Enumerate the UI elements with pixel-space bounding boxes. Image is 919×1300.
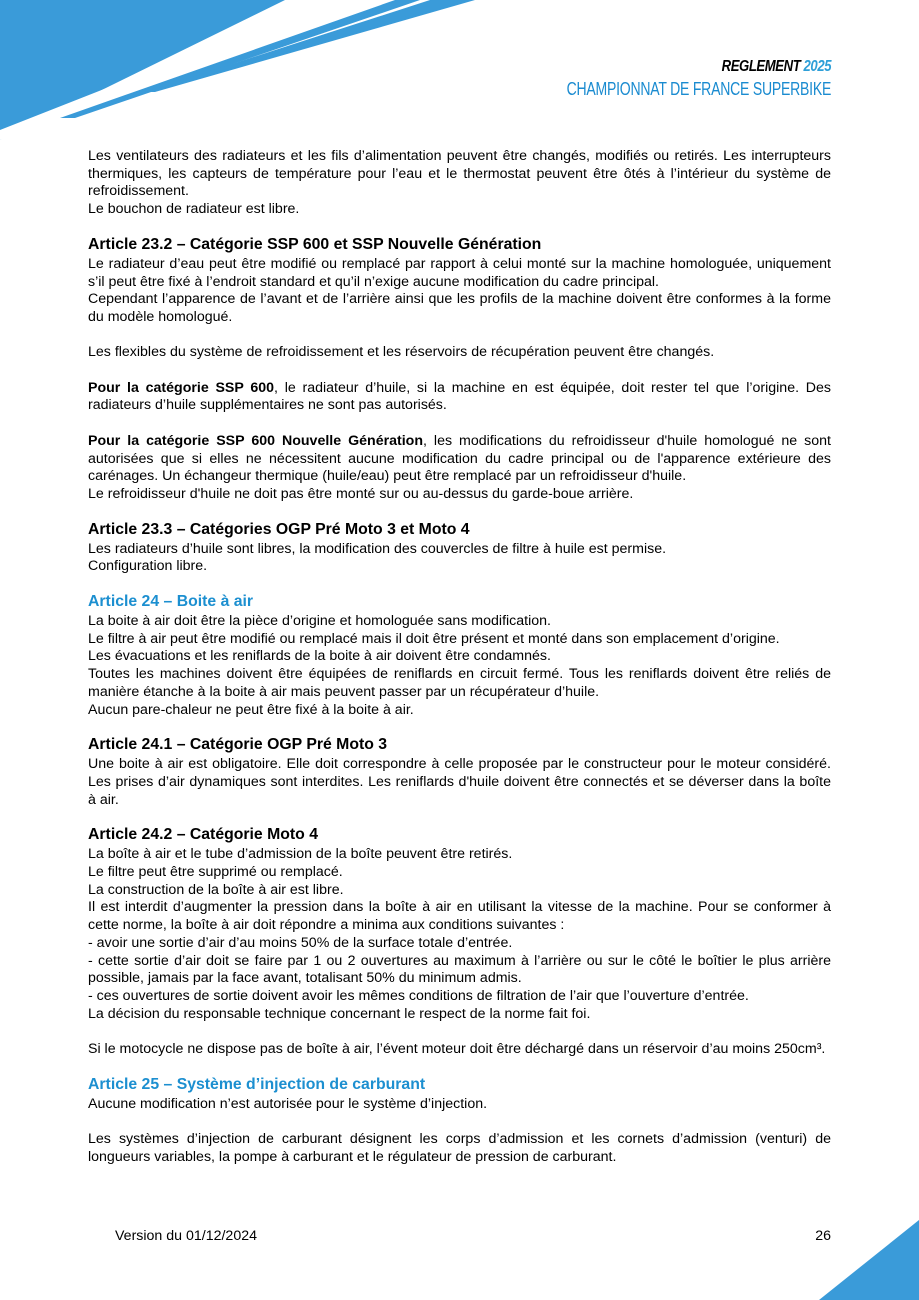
paragraph: - cette sortie d’air doit se faire par 1 ou 2 ouvertures au maximum à l’arrière ou sur le côté le boîtier le plus arrière possible, jamais par la face avant, totalisant 50% du minimum admis.: [88, 952, 831, 987]
paragraph: La boite à air doit être la pièce d’origine et homologuée sans modification.: [88, 613, 551, 630]
paragraph: Le filtre à air peut être modifié ou remplacé mais il doit être présent et monté dans son emplacement d’origine.: [88, 630, 780, 647]
paragraph: Les radiateurs d’huile sont libres, la modification des couvercles de filtre à huile est permise.: [88, 540, 667, 557]
paragraph: La décision du responsable technique concernant le respect de la norme fait foi.: [88, 1005, 591, 1022]
header-title: [553, 56, 831, 78]
paragraph: - avoir une sortie d’air d’au moins 50% de la surface totale d’entrée.: [88, 934, 513, 951]
paragraph: Le bouchon de radiateur est libre.: [88, 201, 300, 218]
document-body: [88, 148, 831, 1167]
paragraph: [88, 380, 831, 415]
paragraph: Aucune modification n’est autorisée pour le système d’injection.: [88, 1095, 488, 1112]
bottom-decoration-triangle: [819, 1220, 919, 1300]
paragraph: Une boite à air est obligatoire. Elle doit correspondre à celle proposée par le constructeur pour le moteur considéré. Les prises d’air dynamiques sont interdites. Les reniflards d'huile doivent être connectés et se déverser dans la boîte à air.: [88, 756, 831, 808]
section-heading: Article 24 – Boite à air: [88, 593, 254, 611]
header-title-text: REGLEMENT: [721, 58, 801, 75]
paragraph: Les ventilateurs des radiateurs et les fils d’alimentation peuvent être changés, modifiés ou retirés. Les interrupteurs thermiques, les capteurs de température pour l’eau et le thermostat peuvent être ôtés à l’intérieur du système de refroidissement.: [88, 148, 831, 200]
paragraph: - ces ouvertures de sortie doivent avoir les mêmes conditions de filtration de l’air que l’ouverture d’entrée.: [88, 987, 749, 1004]
section-heading: Article 23.3 – Catégories OGP Pré Moto 3 et Moto 4: [88, 520, 470, 538]
page-number: 26: [815, 1228, 831, 1244]
paragraph-text: , le radiateur d’huile, si la machine en est équipée, doit rester tel que l’origine. Des radiateurs d’huile supplémentaires ne sont pas autorisés.: [88, 379, 832, 414]
paragraph: La construction de la boîte à air est libre.: [88, 881, 344, 898]
paragraph: La boîte à air et le tube d’admission de la boîte peuvent être retirés.: [88, 846, 513, 863]
paragraph: Le radiateur d’eau peut être modifié ou remplacé par rapport à celui monté sur la machine homologuée, uniquement s’il peut être fixé à l’endroit standard et qu’il n’exige aucune modification du cadre principal.: [88, 255, 831, 290]
paragraph: Aucun pare-chaleur ne peut être fixé à la boite à air.: [88, 701, 414, 718]
top-decoration-stripes: [0, 0, 480, 140]
section-heading: Article 25 – Système d’injection de carburant: [88, 1075, 426, 1093]
paragraph: Cependant l’apparence de l’avant et de l’arrière ainsi que les profils de la machine doivent être conformes à la forme du modèle homologué.: [88, 291, 831, 325]
paragraph: Configuration libre.: [88, 558, 208, 575]
paragraph: Toutes les machines doivent être équipées de reniflards en circuit fermé. Tous les reniflards doivent être reliés de manière étanche à la boite à air mais peuvent passer par un récupérateur d’huile.: [88, 666, 831, 700]
paragraph: Les évacuations et les reniflards de la boite à air doivent être condamnés.: [88, 648, 551, 665]
section-heading: Article 24.1 – Catégorie OGP Pré Moto 3: [88, 736, 388, 754]
header-year: 2025: [803, 58, 831, 75]
section-heading: Article 24.2 – Catégorie Moto 4: [88, 826, 319, 844]
paragraph: Il est interdit d’augmenter la pression dans la boîte à air en utilisant la vitesse de la machine. Pour se conformer à cette norme, la boîte à air doit répondre a minima aux conditions suivantes :: [88, 899, 831, 934]
paragraph: Les flexibles du système de refroidissement et les réservoirs de récupération peuvent être changés.: [88, 344, 715, 361]
paragraph: [88, 433, 831, 486]
paragraph-text: , les modifications du refroidisseur d'huile homologué ne sont autorisées que si elles ne nécessitent aucune modification du cadre principal ou de l'apparence extérieure des carénages. Un échangeur thermique (huile/eau) peut être remplacé par un refroidisseur d'huile.: [88, 432, 831, 485]
section-heading: Article 23.2 – Catégorie SSP 600 et SSP Nouvelle Génération: [88, 235, 542, 253]
bold-lead: Pour la catégorie SSP 600: [88, 379, 275, 396]
paragraph: Si le motocycle ne dispose pas de boîte à air, l’évent moteur doit être déchargé dans un réservoir d’au moins 250cm³.: [88, 1041, 826, 1058]
footer-version: Version du 01/12/2024: [115, 1228, 257, 1244]
document-header: [492, 56, 831, 100]
paragraph: Le refroidisseur d'huile ne doit pas être monté sur ou au-dessus du garde-boue arrière.: [88, 485, 634, 502]
paragraph: Le filtre peut être supprimé ou remplacé.: [88, 864, 343, 881]
header-subtitle: CHAMPIONNAT DE FRANCE SUPERBIKE: [566, 79, 831, 99]
paragraph: Les systèmes d’injection de carburant désignent les corps d’admission et les cornets d’admission (venturi) de longueurs variables, la pompe à carburant et le régulateur de pression de carburant.: [88, 1131, 831, 1165]
bold-lead: Pour la catégorie SSP 600 Nouvelle Génération: [88, 432, 423, 449]
